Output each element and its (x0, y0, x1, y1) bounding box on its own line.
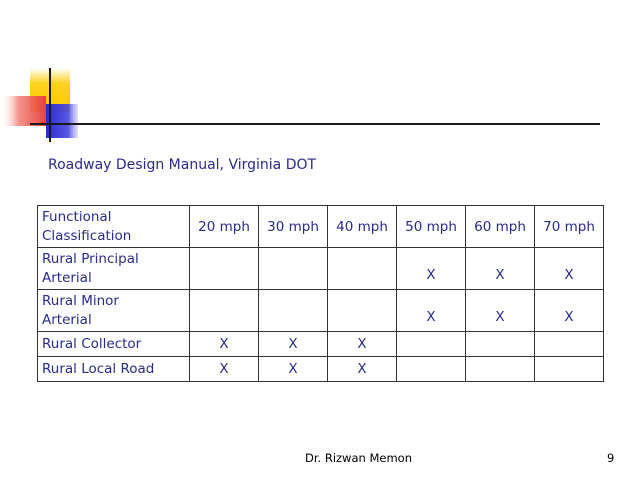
speed-classification-table (37, 205, 604, 382)
table-row (38, 357, 604, 382)
row-mark: X (190, 357, 259, 382)
table-row (38, 248, 604, 290)
row-mark (259, 248, 328, 290)
table-row (38, 332, 604, 357)
header-speed-30: 30 mph (259, 206, 328, 248)
header-classification-cell: Functional Classification (38, 206, 190, 248)
page-number: 9 (607, 451, 615, 465)
row-mark (328, 248, 397, 290)
row-mark (535, 357, 604, 382)
row-mark: X (259, 357, 328, 382)
row-mark (535, 332, 604, 357)
row-mark: X (535, 248, 604, 290)
header-speed-50: 50 mph (397, 206, 466, 248)
header-speed-60: 60 mph (466, 206, 535, 248)
row-mark (466, 332, 535, 357)
slide-logo-decoration (0, 0, 638, 160)
row-mark: X (397, 290, 466, 332)
table-header-row (38, 206, 604, 248)
row-mark: X (328, 357, 397, 382)
row-mark: X (190, 332, 259, 357)
row-label: Rural Principal Arterial (38, 248, 190, 290)
row-mark: X (535, 290, 604, 332)
row-mark: X (328, 332, 397, 357)
header-speed-20: 20 mph (190, 206, 259, 248)
red-square (0, 96, 46, 126)
row-mark (397, 332, 466, 357)
row-mark (190, 248, 259, 290)
row-mark: X (259, 332, 328, 357)
row-label: Rural Minor Arterial (38, 290, 190, 332)
row-mark (466, 357, 535, 382)
row-mark (190, 290, 259, 332)
row-mark: X (466, 290, 535, 332)
header-speed-40: 40 mph (328, 206, 397, 248)
row-mark: X (397, 248, 466, 290)
slide-subtitle: Roadway Design Manual, Virginia DOT (48, 157, 317, 173)
row-mark (397, 357, 466, 382)
footer-author: Dr. Rizwan Memon (305, 451, 412, 465)
row-mark (328, 290, 397, 332)
table-row (38, 290, 604, 332)
row-mark (259, 290, 328, 332)
header-speed-70: 70 mph (535, 206, 604, 248)
row-label: Rural Collector (38, 332, 190, 357)
row-label: Rural Local Road (38, 357, 190, 382)
row-mark: X (466, 248, 535, 290)
